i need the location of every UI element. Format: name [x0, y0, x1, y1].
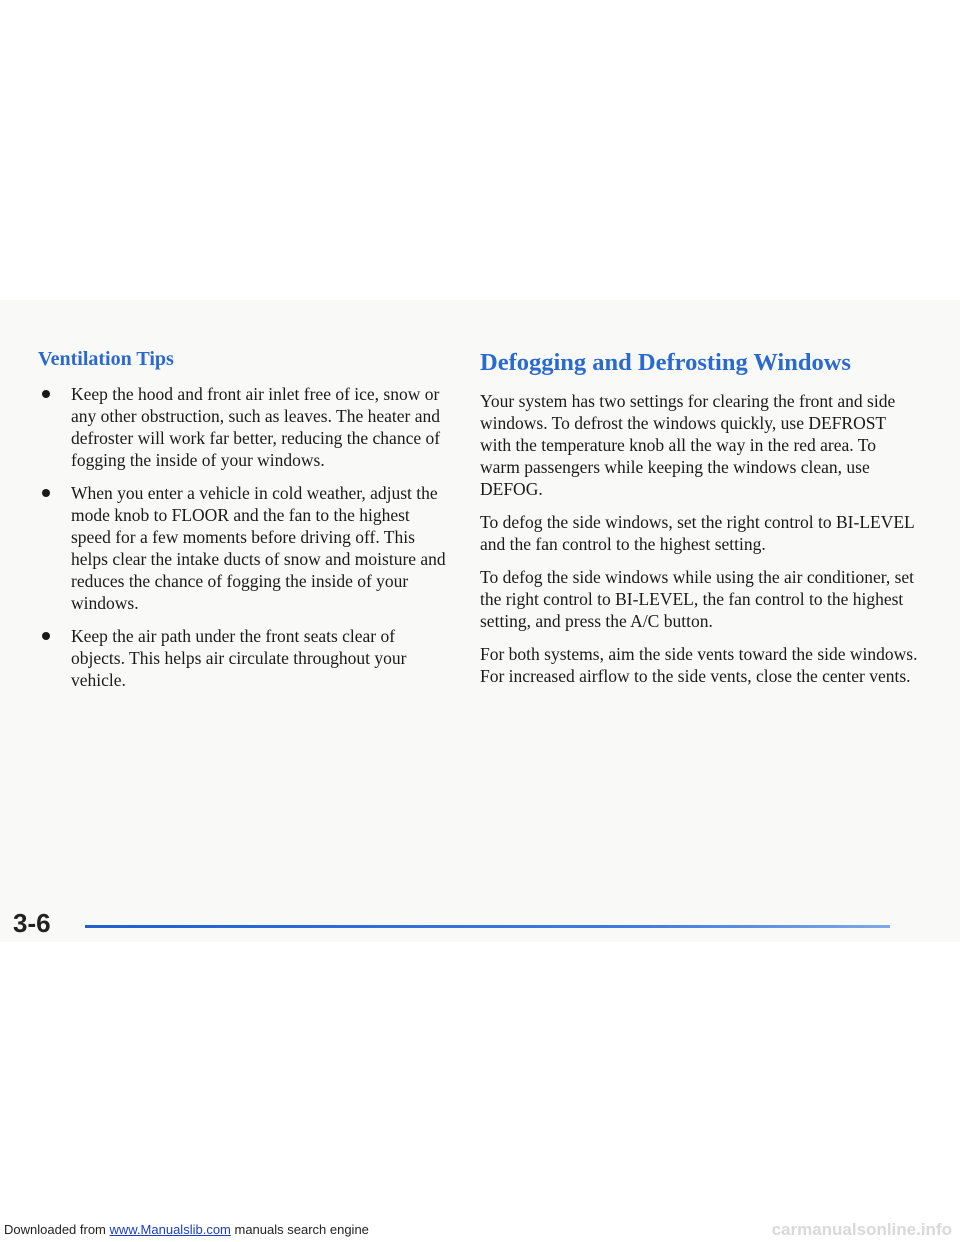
list-item: [38, 383, 450, 471]
download-note-suffix: manuals search engine: [230, 1222, 369, 1237]
paragraph: For both systems, aim the side vents toward the side windows. For increased airflow to the side vents, close the center vents.: [480, 644, 918, 686]
footer-divider: [85, 925, 890, 928]
paragraph: Your system has two settings for clearing the front and side windows. To defrost the windows quickly, use DEFROST with the temperature knob all the way in the red area. To warm passengers while keeping the windows clean, use DEFOG.: [480, 391, 896, 499]
bullet-text: Keep the air path under the front seats clear of objects. This helps air circulate throughout your vehicle.: [71, 626, 407, 690]
bullet-text: When you enter a vehicle in cold weather, adjust the mode knob to FLOOR and the fan to the highest speed for a few moments before driving off. This helps clear the intake ducts of snow and moisture and reduces the chance of fogging the inside of your windows.: [71, 483, 446, 613]
watermark: carmanualsonline.info: [771, 1220, 952, 1239]
download-note-prefix: Downloaded from: [4, 1222, 110, 1237]
ventilation-tips-section: [38, 347, 450, 702]
ventilation-tips-list: [38, 383, 450, 691]
defogging-heading: Defogging and Defrosting Windows: [480, 349, 851, 376]
page-number: 3-6: [13, 908, 51, 938]
list-item: [38, 482, 450, 614]
bullet-text: Keep the hood and front air inlet free of ice, snow or any other obstruction, such as leaves. The heater and defroster will work far better, reducing the chance of fogging the inside of your windows.: [71, 384, 441, 470]
bullet-icon: [42, 632, 50, 640]
download-note: [4, 1222, 369, 1237]
list-item: [38, 625, 450, 691]
bullet-icon: [42, 489, 50, 497]
defogging-section: [478, 348, 918, 698]
ventilation-tips-heading: Ventilation Tips: [38, 348, 174, 370]
manualslib-link[interactable]: www.Manualslib.com: [109, 1222, 231, 1237]
paragraph: To defog the side windows, set the right control to BI-LEVEL and the fan control to the highest setting.: [480, 512, 915, 554]
bullet-icon: [42, 390, 50, 398]
paragraph: To defog the side windows while using the air conditioner, set the right control to BI-LEVEL, the fan control to the highest setting, and press the A/C button.: [480, 567, 915, 631]
